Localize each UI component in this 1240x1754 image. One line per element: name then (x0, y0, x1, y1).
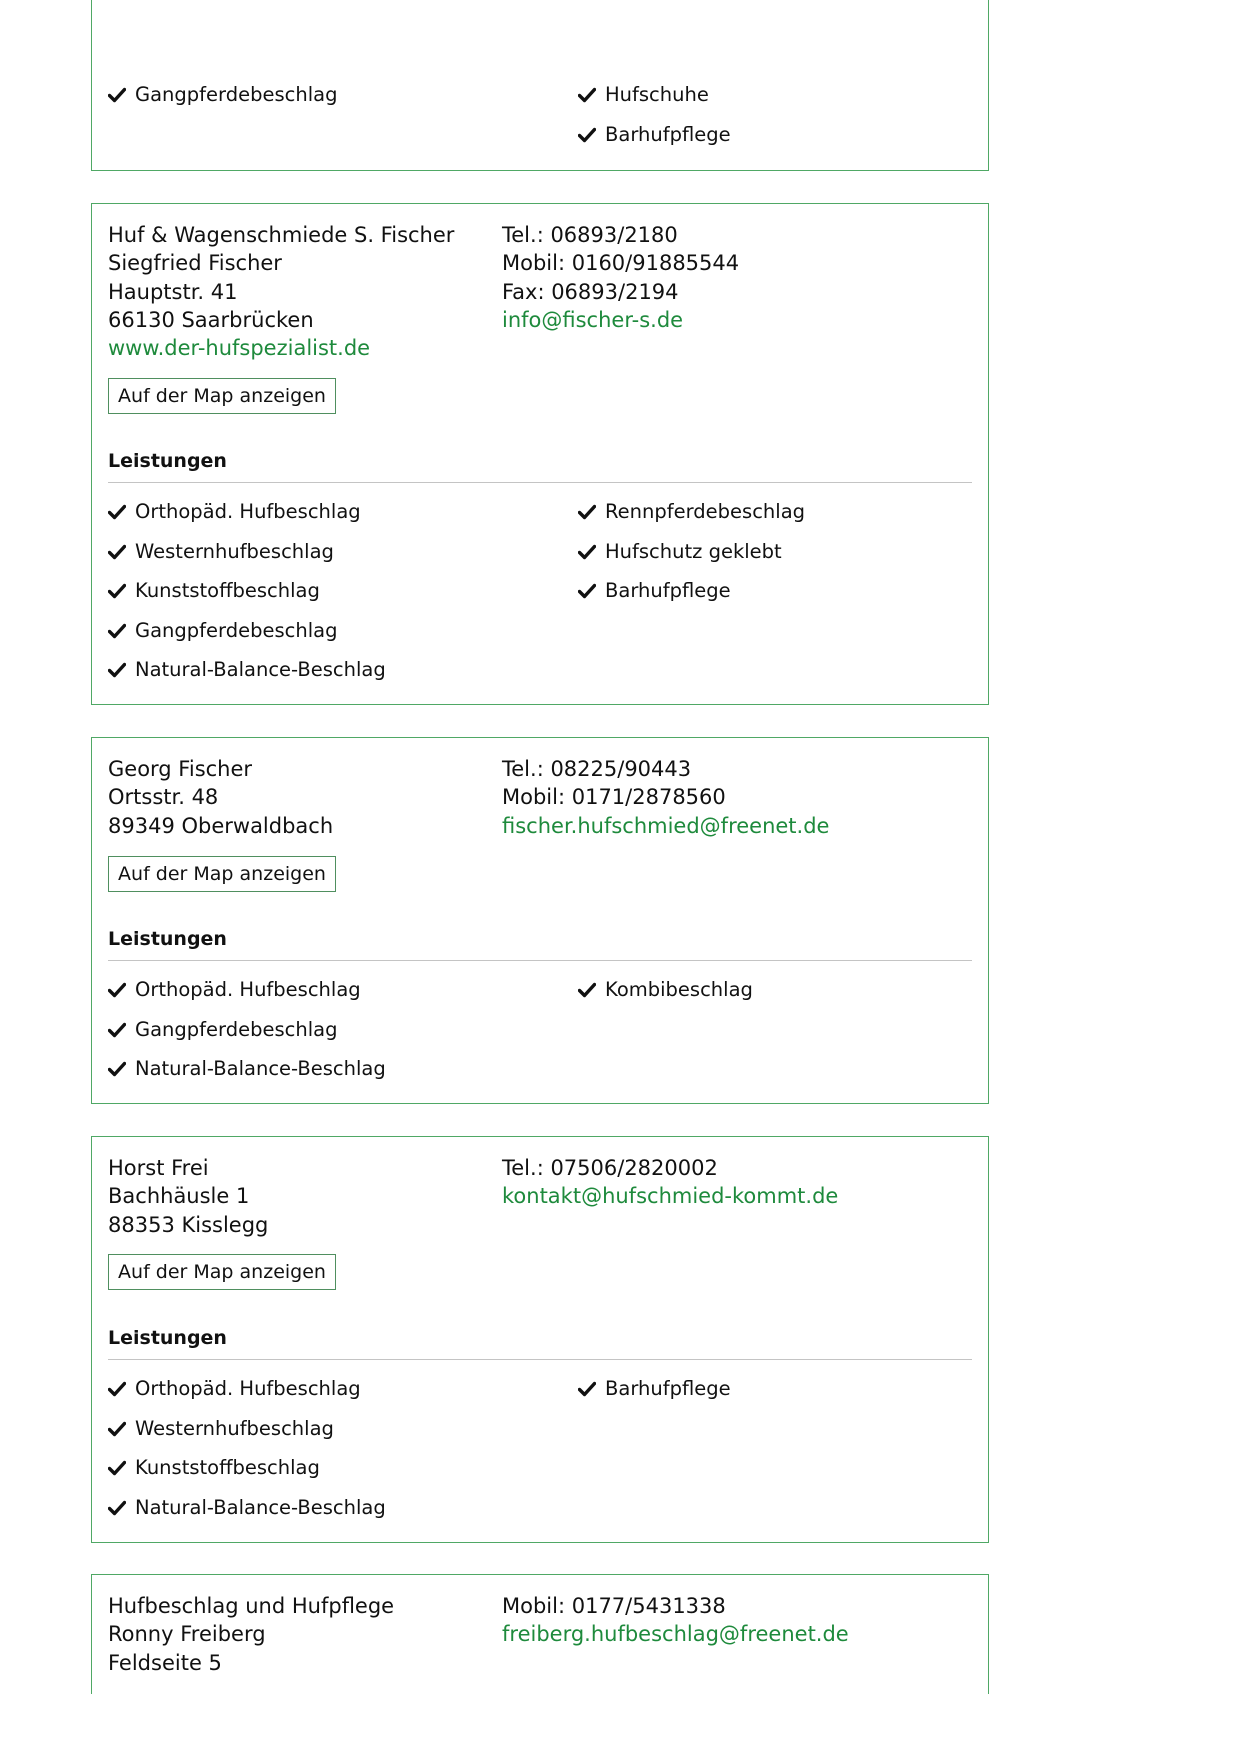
service-item: Kunststoffbeschlag (108, 580, 386, 620)
business-name: Huf & Wagenschmiede S. Fischer (108, 223, 455, 247)
contact-address (108, 755, 333, 840)
check-icon (578, 504, 596, 520)
service-item: Barhufpflege (578, 124, 731, 164)
check-icon (108, 544, 126, 560)
services-heading: Leistungen (108, 450, 227, 472)
phone: Tel.: 07506/2820002 (502, 1156, 718, 1180)
contact-numbers (502, 755, 829, 840)
city: 88353 Kisslegg (108, 1212, 269, 1237)
check-icon (108, 1022, 126, 1038)
services-left (108, 979, 386, 1098)
mobile: Mobil: 0160/91885544 (502, 251, 740, 276)
check-icon (108, 623, 126, 639)
mobile: Mobil: 0177/5431338 (502, 1594, 726, 1618)
divider (108, 960, 972, 961)
contact-address (108, 1592, 394, 1677)
service-item: Natural-Balance-Beschlag (108, 1058, 386, 1098)
street: Bachhäusle 1 (108, 1184, 250, 1209)
services-heading: Leistungen (108, 1327, 227, 1349)
services-right (578, 501, 805, 620)
contact-person: Siegfried Fischer (108, 251, 282, 276)
check-icon (108, 1061, 126, 1077)
service-item: Rennpferdebeschlag (578, 501, 805, 541)
email-link[interactable]: fischer.hufschmied@freenet.de (502, 813, 830, 838)
check-icon (578, 544, 596, 560)
service-item: Westernhufbeschlag (108, 1418, 386, 1458)
phone: Tel.: 06893/2180 (502, 223, 678, 247)
check-icon (108, 583, 126, 599)
services-right (578, 979, 753, 1019)
check-icon (578, 583, 596, 599)
contact-address (108, 221, 454, 362)
mobile: Mobil: 0171/2878560 (502, 785, 726, 810)
contact-numbers (502, 1154, 838, 1211)
service-item: Orthopäd. Hufbeschlag (108, 979, 386, 1019)
check-icon (578, 982, 596, 998)
email-link[interactable]: kontakt@hufschmied-kommt.de (502, 1184, 839, 1209)
services-heading: Leistungen (108, 928, 227, 950)
city: 66130 Saarbrücken (108, 307, 314, 332)
service-item: Gangpferdebeschlag (108, 1019, 386, 1059)
check-icon (108, 982, 126, 998)
service-item: Hufschutz geklebt (578, 541, 805, 581)
check-icon (108, 1460, 126, 1476)
divider (108, 482, 972, 483)
service-item: Natural-Balance-Beschlag (108, 659, 386, 699)
check-icon (578, 87, 596, 103)
services-left (108, 84, 337, 124)
website-link[interactable]: www.der-hufspezialist.de (108, 336, 371, 361)
check-icon (108, 662, 126, 678)
check-icon (108, 504, 126, 520)
city: 89349 Oberwaldbach (108, 813, 334, 838)
street: Feldseite 5 (108, 1650, 222, 1675)
services-right (578, 84, 731, 163)
show-on-map-button[interactable]: Auf der Map anzeigen (108, 1254, 336, 1290)
service-item: Natural-Balance-Beschlag (108, 1497, 386, 1537)
check-icon (108, 1421, 126, 1437)
check-icon (108, 1500, 126, 1516)
show-on-map-button[interactable]: Auf der Map anzeigen (108, 856, 336, 892)
service-item: Barhufpflege (578, 580, 805, 620)
email-link[interactable]: info@fischer-s.de (502, 307, 684, 332)
business-name: Hufbeschlag und Hufpflege (108, 1594, 395, 1618)
listing-card (91, 737, 989, 1104)
check-icon (108, 87, 126, 103)
divider (108, 1359, 972, 1360)
contact-person: Georg Fischer (108, 757, 253, 781)
contact-address (108, 1154, 268, 1239)
service-item: Gangpferdebeschlag (108, 84, 337, 124)
service-item: Westernhufbeschlag (108, 541, 386, 581)
listing-card (91, 0, 989, 171)
contact-numbers (502, 221, 739, 334)
street: Hauptstr. 41 (108, 279, 238, 304)
street: Ortsstr. 48 (108, 785, 219, 810)
services-left (108, 501, 386, 699)
service-item: Barhufpflege (578, 1378, 731, 1418)
service-item: Hufschuhe (578, 84, 731, 124)
listing-card (91, 1136, 989, 1543)
service-item: Kombibeschlag (578, 979, 753, 1019)
services-right (578, 1378, 731, 1418)
service-item: Orthopäd. Hufbeschlag (108, 501, 386, 541)
contact-numbers (502, 1592, 849, 1649)
phone: Tel.: 08225/90443 (502, 757, 692, 781)
service-item: Orthopäd. Hufbeschlag (108, 1378, 386, 1418)
listing-card (91, 203, 989, 705)
check-icon (108, 1381, 126, 1397)
contact-person: Horst Frei (108, 1156, 209, 1180)
email-link[interactable]: freiberg.hufbeschlag@freenet.de (502, 1622, 849, 1647)
check-icon (578, 1381, 596, 1397)
fax: Fax: 06893/2194 (502, 279, 679, 304)
contact-person: Ronny Freiberg (108, 1622, 266, 1647)
check-icon (578, 127, 596, 143)
service-item: Gangpferdebeschlag (108, 620, 386, 660)
service-item: Kunststoffbeschlag (108, 1457, 386, 1497)
services-left (108, 1378, 386, 1536)
listing-card (91, 1574, 989, 1694)
show-on-map-button[interactable]: Auf der Map anzeigen (108, 378, 336, 414)
